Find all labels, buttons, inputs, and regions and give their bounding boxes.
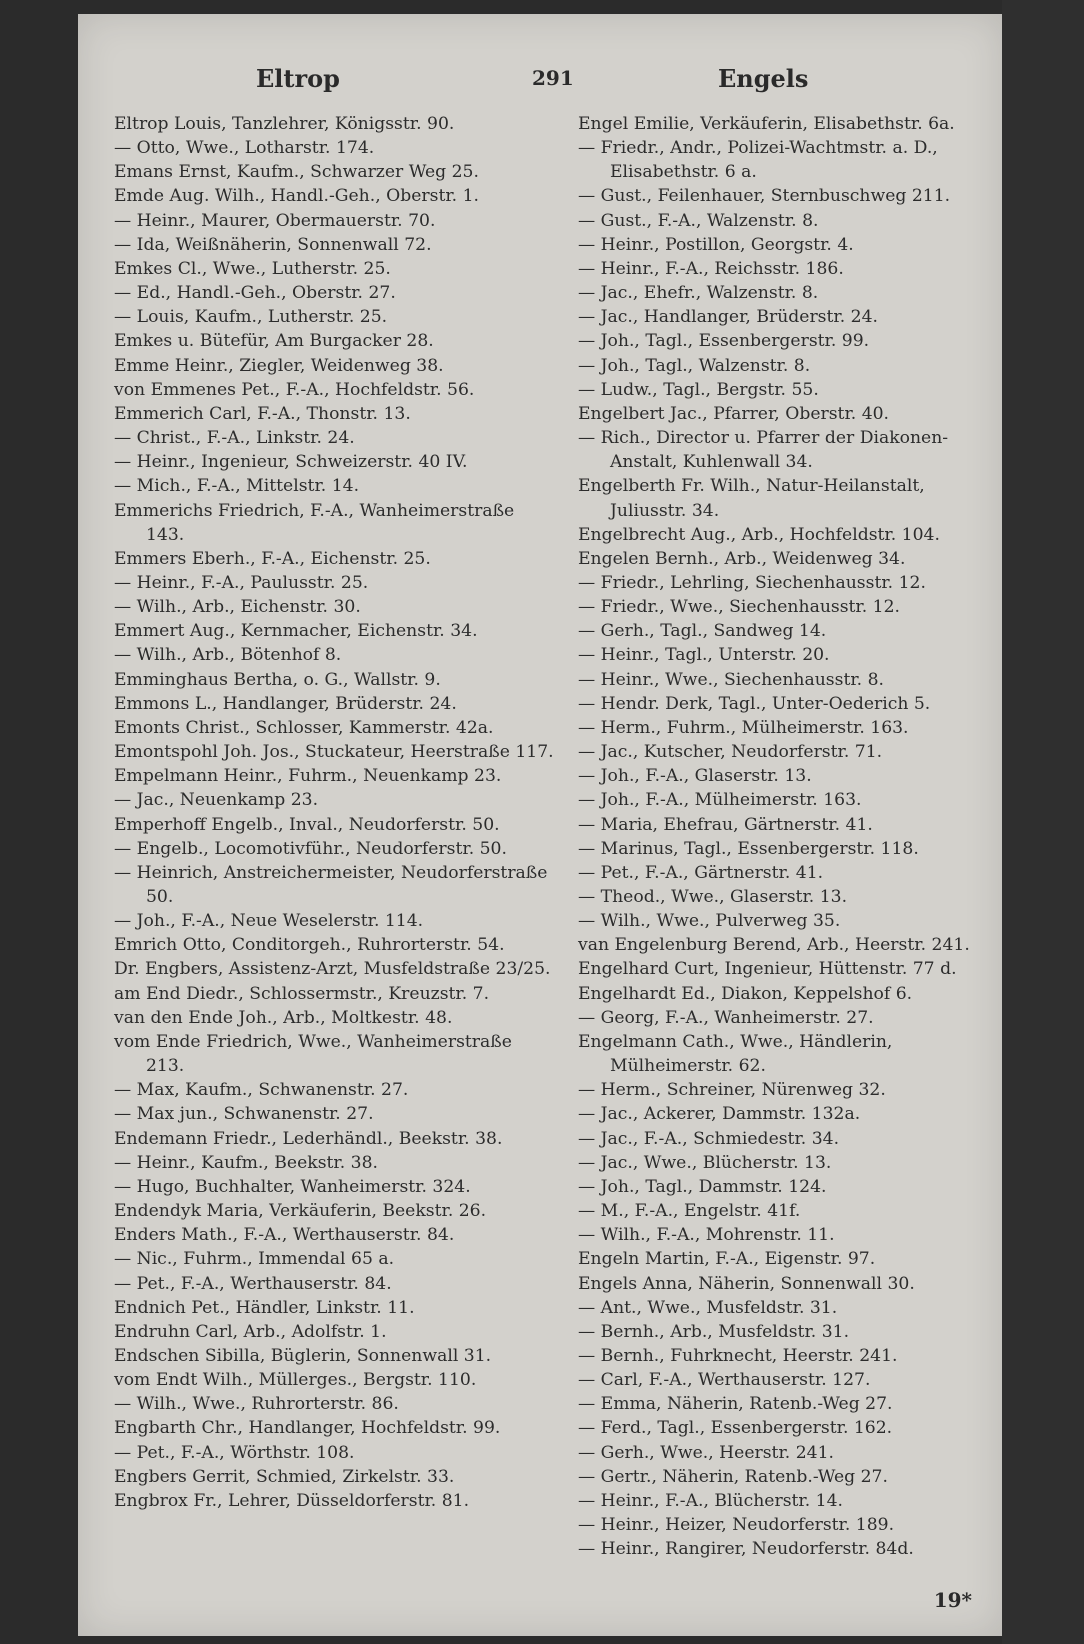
directory-entry: Engelen Bernh., Arb., Weidenweg 34. — [578, 548, 906, 569]
directory-entry: — Ed., Handl.-Geh., Oberstr. 27. — [114, 283, 396, 304]
directory-entry: — Gerh., Wwe., Heerstr. 241. — [578, 1442, 834, 1463]
directory-entry: — Gust., F.-A., Walzenstr. 8. — [578, 210, 819, 231]
directory-entry: von Emmenes Pet., F.-A., Hochfeldstr. 56. — [114, 379, 475, 400]
directory-entry: — Carl, F.-A., Werthauserstr. 127. — [578, 1370, 871, 1391]
header-left-word: Eltrop — [256, 64, 340, 93]
directory-entry: — Gust., Feilenhauer, Sternbuschweg 211. — [578, 186, 951, 207]
directory-entry: — Heinr., F.-A., Reichsstr. 186. — [578, 258, 844, 279]
directory-entry: — Jac., Kutscher, Neudorferstr. 71. — [578, 742, 883, 763]
directory-entry: Endendyk Maria, Verkäuferin, Beekstr. 26. — [114, 1201, 487, 1222]
directory-entry: — Ida, Weißnäherin, Sonnenwall 72. — [114, 234, 432, 255]
directory-entry: Engbarth Chr., Handlanger, Hochfeldstr. 99. — [114, 1418, 501, 1439]
directory-entry: — Engelb., Locomotivführ., Neudorferstr. 50. — [114, 838, 507, 859]
directory-entry: — Jac., Neuenkamp 23. — [114, 790, 319, 811]
directory-entry: — Wilh., Arb., Bötenhof 8. — [114, 645, 342, 666]
directory-entry: Emmons L., Handlanger, Brüderstr. 24. — [114, 693, 457, 714]
directory-entry: — Bernh., Arb., Musfeldstr. 31. — [578, 1321, 850, 1342]
directory-entry: Enders Math., F.-A., Werthauserstr. 84. — [114, 1225, 455, 1246]
directory-entry: Emkes Cl., Wwe., Lutherstr. 25. — [114, 258, 391, 279]
directory-entry: — Joh., F.-A., Mülheimerstr. 163. — [578, 790, 862, 811]
directory-page — [78, 14, 1002, 1636]
directory-entry: Emde Aug. Wilh., Handl.-Geh., Oberstr. 1. — [114, 186, 480, 207]
directory-entry: — Herm., Schreiner, Nürenweg 32. — [578, 1080, 886, 1101]
directory-entry: — Heinr., Maurer, Obermauerstr. 70. — [114, 210, 436, 231]
directory-entry: vom Endt Wilh., Müllerges., Bergstr. 110. — [114, 1370, 477, 1391]
directory-entry: — Marinus, Tagl., Essenbergerstr. 118. — [578, 838, 919, 859]
directory-entry: Endschen Sibilla, Büglerin, Sonnenwall 31. — [114, 1345, 492, 1366]
left-column — [114, 112, 554, 1513]
directory-entry: — Joh., F.-A., Neue Weselerstr. 114. — [114, 911, 424, 932]
directory-entry: — Mich., F.-A., Mittelstr. 14. — [114, 476, 360, 497]
directory-entry: Engbers Gerrit, Schmied, Zirkelstr. 33. — [114, 1466, 455, 1487]
directory-entry: Emkes u. Bütefür, Am Burgacker 28. — [114, 331, 434, 352]
directory-entry: — Christ., F.-A., Linkstr. 24. — [114, 428, 355, 449]
directory-entry: am End Diedr., Schlossermstr., Kreuzstr. 7. — [114, 983, 490, 1004]
directory-entry: — Wilh., F.-A., Mohrenstr. 11. — [578, 1225, 835, 1246]
directory-entry: — Jac., F.-A., Schmiedestr. 34. — [578, 1128, 840, 1149]
directory-entry: — Otto, Wwe., Lotharstr. 174. — [114, 138, 375, 159]
right-column — [578, 112, 988, 1561]
directory-entry: Engelbert Jac., Pfarrer, Oberstr. 40. — [578, 403, 890, 424]
directory-entry: Eltrop Louis, Tanzlehrer, Königsstr. 90. — [114, 114, 455, 134]
directory-entry: — Ferd., Tagl., Essenbergerstr. 162. — [578, 1418, 893, 1439]
directory-entry: — Friedr., Andr., Polizei-Wachtmstr. a. D., Elisabethstr. 6 a. — [578, 138, 938, 183]
directory-entry: Emminghaus Bertha, o. G., Wallstr. 9. — [114, 669, 441, 690]
directory-entry: — Max jun., Schwanenstr. 27. — [114, 1104, 374, 1125]
directory-entry: Engelmann Cath., Wwe., Händlerin, Mülheimerstr. 62. — [578, 1031, 893, 1077]
directory-entry: Emans Ernst, Kaufm., Schwarzer Weg 25. — [114, 162, 479, 183]
directory-entry: — Theod., Wwe., Glaserstr. 13. — [578, 887, 848, 907]
directory-entry: — Heinr., Wwe., Siechenhausstr. 8. — [578, 669, 884, 690]
directory-entry: — Jac., Handlanger, Brüderstr. 24. — [578, 307, 878, 328]
directory-entry: Engelhardt Ed., Diakon, Keppelshof 6. — [578, 983, 913, 1004]
directory-entry: — Rich., Director u. Pfarrer der Diakonen-Anstalt, Kuhlenwall 34. — [578, 428, 949, 473]
directory-entry: — Ludw., Tagl., Bergstr. 55. — [578, 379, 819, 400]
directory-entry: Engelberth Fr. Wilh., Natur-Heilanstalt, Juliusstr. 34. — [578, 476, 925, 521]
signature-mark: 19* — [933, 1588, 972, 1612]
directory-entry: vom Ende Friedrich, Wwe., Wanheimerstraße 213. — [114, 1031, 512, 1077]
directory-entry: Emontspohl Joh. Jos., Stuckateur, Heerstraße 117. — [114, 742, 554, 763]
directory-entry: — Wilh., Wwe., Ruhrorterstr. 86. — [114, 1394, 399, 1415]
directory-entry: — Heinr., Ingenieur, Schweizerstr. 40 IV. — [114, 452, 468, 473]
directory-entry: Emmers Eberh., F.-A., Eichenstr. 25. — [114, 548, 431, 569]
directory-entry: — Emma, Näherin, Ratenb.-Weg 27. — [578, 1394, 893, 1415]
directory-entry: — Heinr., Kaufm., Beekstr. 38. — [114, 1152, 379, 1173]
directory-entry: — Gertr., Näherin, Ratenb.-Weg 27. — [578, 1466, 888, 1487]
directory-entry: Engel Emilie, Verkäuferin, Elisabethstr. 6a. — [578, 114, 955, 134]
directory-entry: — Jac., Wwe., Blücherstr. 13. — [578, 1152, 832, 1173]
directory-entry: Dr. Engbers, Assistenz-Arzt, Musfeldstraße 23/25. — [114, 959, 551, 980]
directory-entry: — Pet., F.-A., Werthauserstr. 84. — [114, 1273, 392, 1294]
directory-entry: Emonts Christ., Schlosser, Kammerstr. 42a. — [114, 717, 494, 738]
directory-entry: Engbrox Fr., Lehrer, Düsseldorferstr. 81. — [114, 1490, 470, 1511]
directory-entry: Endemann Friedr., Lederhändl., Beekstr. 38. — [114, 1128, 503, 1149]
directory-entry: Endruhn Carl, Arb., Adolfstr. 1. — [114, 1321, 387, 1342]
directory-entry: — Heinr., F.-A., Paulusstr. 25. — [114, 572, 369, 593]
directory-entry: — Friedr., Wwe., Siechenhausstr. 12. — [578, 597, 901, 618]
directory-entry: Emme Heinr., Ziegler, Weidenweg 38. — [114, 355, 444, 376]
directory-entry: — Friedr., Lehrling, Siechenhausstr. 12. — [578, 572, 926, 593]
directory-entry: — Jac., Ehefr., Walzenstr. 8. — [578, 283, 819, 304]
directory-entry: — Ant., Wwe., Musfeldstr. 31. — [578, 1297, 838, 1318]
directory-entry: Emmerich Carl, F.-A., Thonstr. 13. — [114, 403, 411, 424]
directory-entry: — Louis, Kaufm., Lutherstr. 25. — [114, 307, 388, 328]
directory-entry: Emrich Otto, Conditorgeh., Ruhrorterstr. 54. — [114, 935, 505, 956]
directory-entry: — Bernh., Fuhrknecht, Heerstr. 241. — [578, 1345, 898, 1366]
directory-entry: Engelbrecht Aug., Arb., Hochfeldstr. 104. — [578, 524, 940, 545]
page-header — [78, 64, 1002, 98]
directory-entry: — Heinrich, Anstreichermeister, Neudorferstraße 50. — [114, 862, 548, 907]
directory-entry: — Heinr., Postillon, Georgstr. 4. — [578, 234, 854, 255]
directory-entry: — Hugo, Buchhalter, Wanheimerstr. 324. — [114, 1176, 471, 1197]
directory-entry: — Wilh., Wwe., Pulverweg 35. — [578, 911, 841, 932]
directory-entry: — Nic., Fuhrm., Immendal 65 a. — [114, 1249, 395, 1270]
directory-entry: — Maria, Ehefrau, Gärtnerstr. 41. — [578, 814, 873, 835]
page-number: 291 — [532, 66, 574, 90]
directory-entry: — Max, Kaufm., Schwanenstr. 27. — [114, 1080, 409, 1101]
directory-entry: — Joh., Tagl., Walzenstr. 8. — [578, 355, 811, 376]
directory-entry: Emmerichs Friedrich, F.-A., Wanheimerstraße 143. — [114, 500, 515, 545]
directory-entry: Engelhard Curt, Ingenieur, Hüttenstr. 77 d. — [578, 959, 957, 980]
directory-entry: — Joh., Tagl., Dammstr. 124. — [578, 1176, 827, 1197]
directory-entry: Endnich Pet., Händler, Linkstr. 11. — [114, 1297, 415, 1318]
directory-entry: — Georg, F.-A., Wanheimerstr. 27. — [578, 1007, 874, 1028]
header-right-word: Engels — [718, 64, 809, 93]
directory-entry: Engels Anna, Näherin, Sonnenwall 30. — [578, 1273, 915, 1294]
directory-entry: — Gerh., Tagl., Sandweg 14. — [578, 621, 827, 642]
directory-entry: Emmert Aug., Kernmacher, Eichenstr. 34. — [114, 621, 478, 642]
directory-entry: — Jac., Ackerer, Dammstr. 132a. — [578, 1104, 861, 1125]
directory-entry: — Joh., Tagl., Essenbergerstr. 99. — [578, 331, 870, 352]
directory-entry: Engeln Martin, F.-A., Eigenstr. 97. — [578, 1249, 876, 1270]
directory-entry: van Engelenburg Berend, Arb., Heerstr. 241. — [578, 935, 970, 956]
directory-entry: — M., F.-A., Engelstr. 41f. — [578, 1201, 801, 1222]
directory-entry: — Heinr., Heizer, Neudorferstr. 189. — [578, 1515, 895, 1536]
directory-entry: — Hendr. Derk, Tagl., Unter-Oederich 5. — [578, 693, 931, 714]
directory-entry: — Herm., Fuhrm., Mülheimerstr. 163. — [578, 717, 909, 738]
directory-entry: — Pet., F.-A., Wörthstr. 108. — [114, 1442, 355, 1463]
directory-entry: — Joh., F.-A., Glaserstr. 13. — [578, 766, 812, 787]
directory-entry: — Pet., F.-A., Gärtnerstr. 41. — [578, 862, 824, 883]
scan-edge — [1002, 0, 1084, 1644]
directory-entry: — Wilh., Arb., Eichenstr. 30. — [114, 597, 361, 618]
directory-entry: Emperhoff Engelb., Inval., Neudorferstr. 50. — [114, 814, 500, 835]
directory-entry: van den Ende Joh., Arb., Moltkestr. 48. — [114, 1007, 453, 1028]
directory-entry: Empelmann Heinr., Fuhrm., Neuenkamp 23. — [114, 766, 502, 787]
directory-entry: — Heinr., Rangirer, Neudorferstr. 84d. — [578, 1539, 914, 1560]
directory-entry: — Heinr., Tagl., Unterstr. 20. — [578, 645, 830, 666]
directory-entry: — Heinr., F.-A., Blücherstr. 14. — [578, 1490, 844, 1511]
